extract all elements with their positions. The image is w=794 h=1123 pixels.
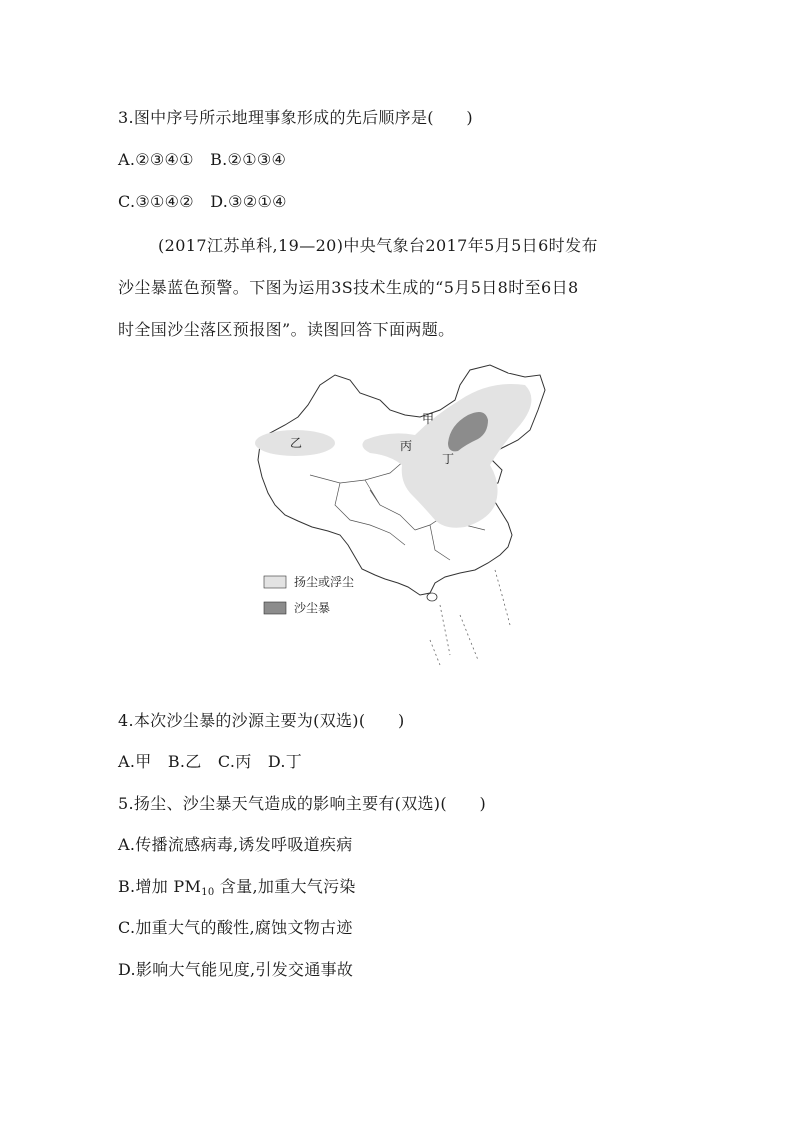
map-legend (264, 574, 354, 615)
intro-line-2: 沙尘暴蓝色预警。下图为运用3S技术生成的“5月5日8时至6日8 (118, 278, 579, 297)
q5-option-a: A.传播流感病毒,诱发呼吸道疾病 (118, 835, 353, 854)
q5-option-b-pre: B.增加 PM (118, 877, 202, 896)
legend-storm-label: 沙尘暴 (294, 601, 331, 615)
q5-option-c: C.加重大气的酸性,腐蚀文物古迹 (118, 918, 353, 937)
q3-stem: 3.图中序号所示地理事象形成的先后顺序是( ) (118, 108, 473, 127)
q3-options-ab: A.②③④① B.②①③④ (118, 150, 287, 169)
q5-option-b-sub: 10 (201, 887, 215, 898)
q5-option-b (118, 877, 356, 903)
label-jia: 甲 (422, 412, 435, 426)
china-dust-forecast-map (240, 355, 560, 675)
q4-stem: 4.本次沙尘暴的沙源主要为(双选)( ) (118, 711, 405, 730)
south-sea-islands (430, 570, 510, 665)
q5-option-b-post: 含量,加重大气污染 (214, 877, 356, 896)
q5-stem: 5.扬尘、沙尘暴天气造成的影响主要有(双选)( ) (118, 794, 487, 813)
q3-options-cd: C.③①④② D.③②①④ (118, 192, 287, 211)
legend-dust-swatch (264, 576, 286, 588)
q5-option-d: D.影响大气能见度,引发交通事故 (118, 960, 354, 979)
label-ding: 丁 (442, 452, 455, 466)
label-yi: 乙 (290, 436, 303, 450)
legend-storm-swatch (264, 602, 286, 614)
intro-line-1: (2017江苏单科,19—20)中央气象台2017年5月5日6时发布 (158, 236, 598, 255)
label-bing: 丙 (400, 439, 413, 453)
legend-dust-label: 扬尘或浮尘 (294, 575, 355, 589)
q4-options: A.甲 B.乙 C.丙 D.丁 (118, 752, 303, 771)
intro-line-3: 时全国沙尘落区预报图”。读图回答下面两题。 (118, 320, 455, 339)
